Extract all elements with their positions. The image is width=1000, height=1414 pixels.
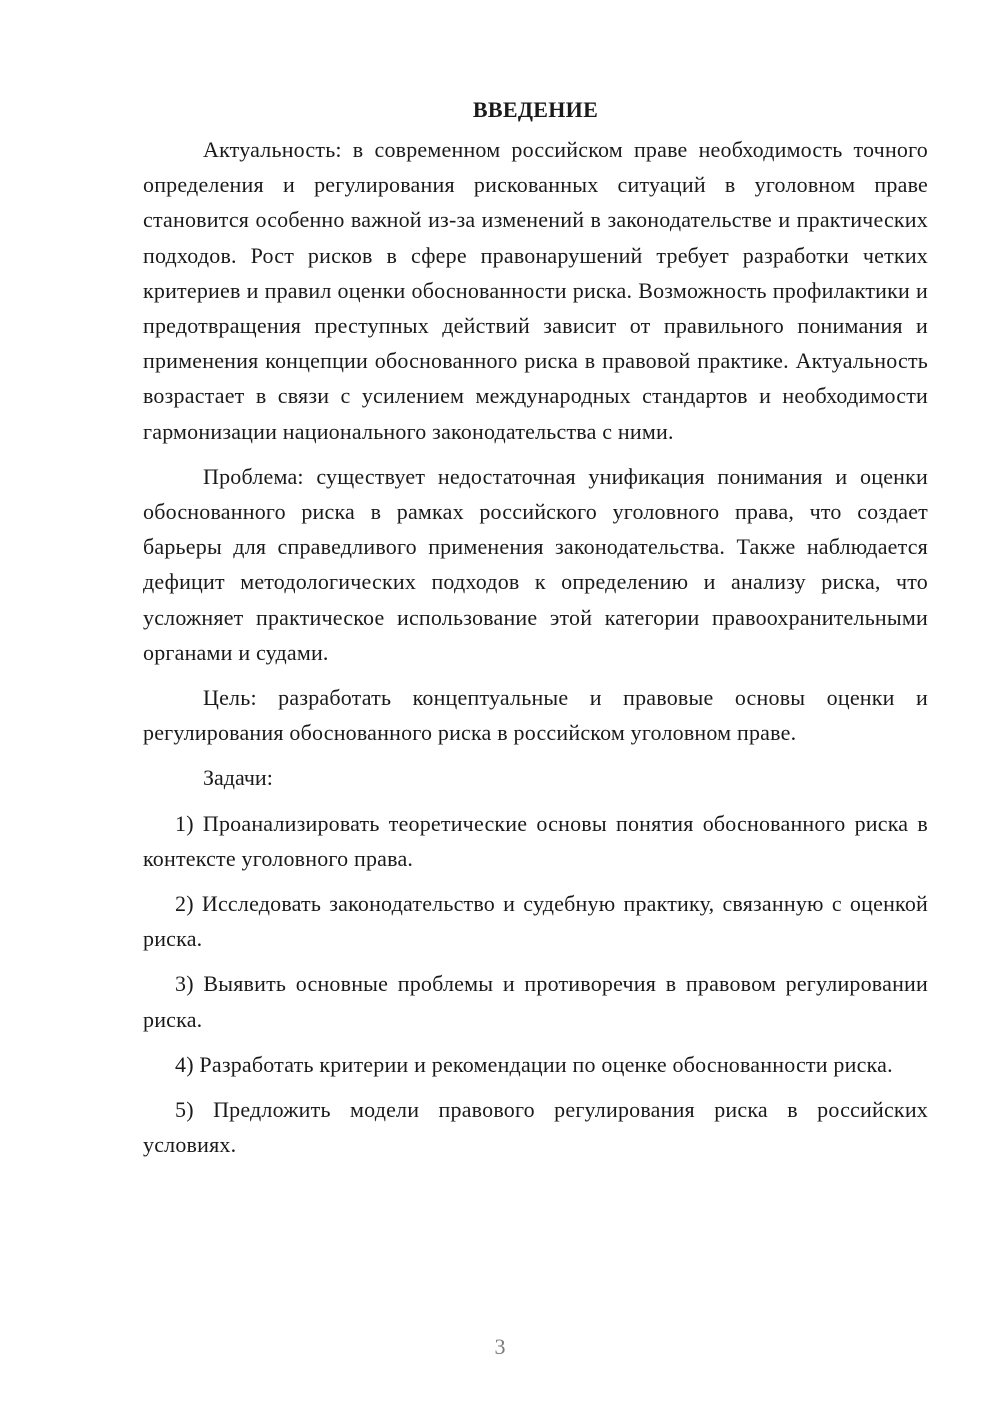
- document-page: [143, 92, 928, 1172]
- paragraph-relevance: Актуальность: в современном российском праве необходимость точного определения и регулирования рискованных ситуаций в уголовном праве становится особенно важной из-за изменений в законодательстве и практических подходов. Рост рисков в сфере правонарушений требует разработки четких критериев и правил оценки обоснованности риска. Возможность профилактики и предотвращения преступных действий зависит от правильного понимания и применения концепции обоснованного риска в правовой практике. Актуальность возрастает в связи с усилением международных стандартов и необходимости гармонизации национального законодательства с ними.: [143, 137, 928, 444]
- tasks-heading: Задачи:: [203, 765, 273, 791]
- task-item: 3) Выявить основные проблемы и противоречия в правовом регулировании риска.: [143, 971, 928, 1032]
- task-item: 2) Исследовать законодательство и судебную практику, связанную с оценкой риска.: [143, 891, 928, 952]
- tasks-list: [143, 806, 928, 1163]
- page-number: 3: [494, 1334, 506, 1359]
- paragraph-goal: Цель: разработать концептуальные и правовые основы оценки и регулирования обоснованного риска в российском уголовном праве.: [143, 685, 928, 746]
- document-title: ВВЕДЕНИЕ: [472, 97, 599, 122]
- paragraph-problem: Проблема: существует недостаточная унификация понимания и оценки обоснованного риска в рамках российского уголовного права, что создает барьеры для справедливого применения законодательства. Также наблюдается дефицит методологических подходов к определению и анализу риска, что усложняет практическое использование этой категории правоохранительными органами и судами.: [143, 463, 928, 665]
- task-item: 5) Предложить модели правового регулирования риска в российских условиях.: [143, 1097, 928, 1158]
- task-item: 4) Разработать критерии и рекомендации по оценке обоснованности риска.: [175, 1051, 893, 1077]
- task-item: 1) Проанализировать теоретические основы понятия обоснованного риска в контексте уголовного права.: [143, 810, 928, 871]
